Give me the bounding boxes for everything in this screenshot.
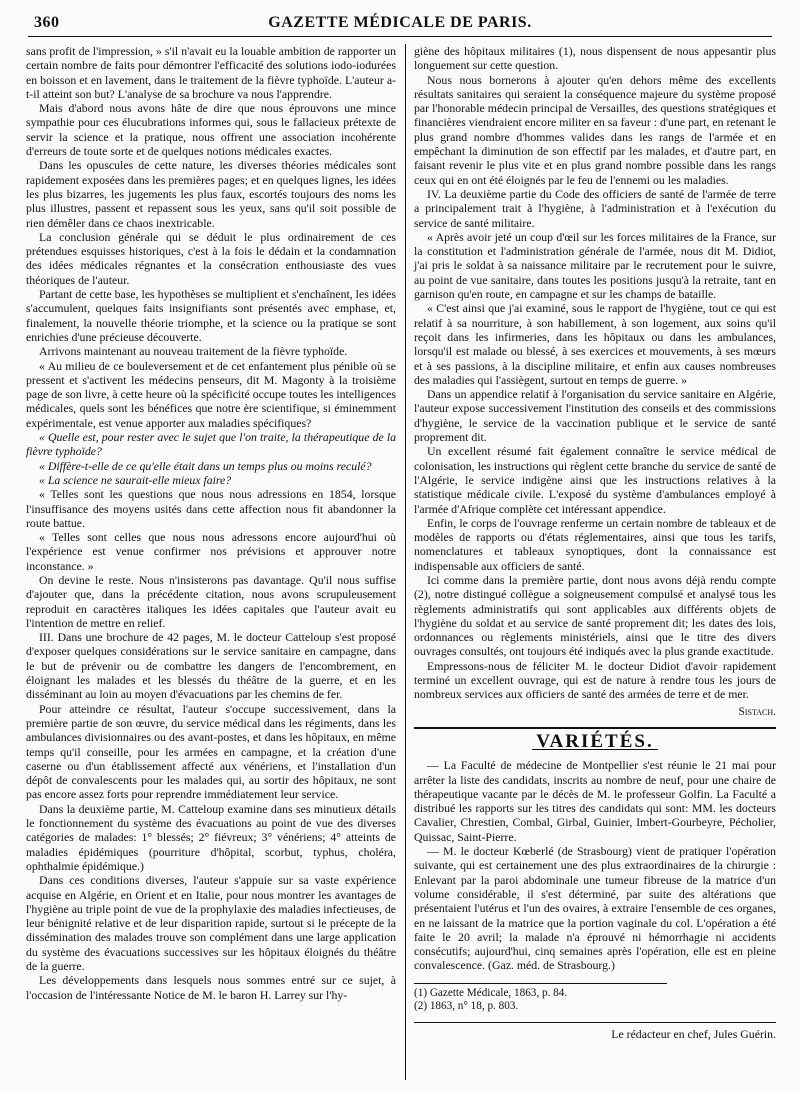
body-paragraph: Dans un appendice relatif à l'organisation du service sanitaire en Algérie, l'auteur expose successivement l'institution des conseils et des commissions d'hygiène, le service de la vaccination publique et le service de santé proprement dit.: [414, 387, 776, 445]
footnote: (1) Gazette Médicale, 1863, p. 84.: [414, 986, 568, 999]
varietes-paragraph: — La Faculté de médecine de Montpellier s'est réunie le 21 mai pour arrêter la liste des candidats, inscrits au nombre de neuf, pour une chaire de thérapeutique vacante par le décès de M. le professeur Golfin. La Faculté a distribué les rapports sur les titres des candidats qui sont: MM. les docteurs Cavalier, Chrestien, Combal, Girbal, Guinier, Imbert-Gourbeyre, Pécholier, Quissac, Saint-Pierre.: [414, 758, 776, 844]
body-paragraph: Empressons-nous de féliciter M. le docteur Didiot d'avoir rapidement terminé un excellent ouvrage, qui est de nature à rendre tous les jours de nombreux services aux officiers de santé des armées de terre et de mer.: [414, 658, 776, 702]
body-paragraph: Dans ces conditions diverses, l'auteur s'appuie sur sa vaste expérience acquise en Algérie, en Orient et en Italie, pour nous montrer les avantages de l'hygiène au triple point de vue de la prophylaxie des maladies infectieuses, de leur bénignité relative et de leur disparition rapide, surtout si le précepte de la dissémination des malades trouve son complément dans une large application du système des évacuations successives sur les hôpitaux éloignés du théâtre de la guerre.: [26, 873, 397, 973]
body-paragraph: III. Dans une brochure de 42 pages, M. le docteur Catteloup s'est proposé d'exposer quelques considérations sur le service sanitaire en campagne, dans le but de prévenir ou de combattre les dangers de l'encombrement, en éloignant les malades et les blessés du théâtre de la guerre, et en les disséminant au loin au moyen d'évacuations par les chemins de fer.: [26, 630, 396, 702]
body-paragraph: La conclusion générale qui se déduit le plus ordinairement de ces prétendues esquisses historiques, c'est à la fois le dédain et la condamnation des idées médicales régnantes et la consécration enthousiaste des vues théoriques de l'auteur.: [26, 229, 396, 287]
page-number: 360: [34, 14, 60, 31]
body-paragraph: giène des hôpitaux militaires (1), nous dispensent de nous appesantir plus longuement sur cette question.: [414, 44, 776, 73]
body-paragraph: « Quelle est, pour rester avec le sujet que l'on traite, la thérapeutique de la fièvre typhoïde?: [26, 430, 396, 459]
footer-rule: [414, 1022, 776, 1023]
section-rule: [414, 727, 776, 729]
body-paragraph: Ici comme dans la première partie, dont nous avons déjà rendu compte (2), notre distingué collègue a soigneusement compulsé et analysé tous les règlements administratifs qui sont applicables aux différents objets de l'hygiène du soldat et au service de santé proprement dit; les dates des lois, ordonnances ou règlements ministériels, ainsi que le titre des divers ouvrages consultés, ont toujours été indiqués avec la plus grande exactitude.: [414, 572, 776, 659]
body-paragraph: On devine le reste. Nous n'insisterons pas davantage. Qu'il nous suffise d'ajouter que, dans la précédente citation, nous avons scrupuleusement reproduit en caractères italiques les idées capitales que l'auteur avait eu l'intention de mettre en relief.: [26, 572, 396, 630]
right-column: [414, 44, 776, 1083]
body-paragraph: Dans la deuxième partie, M. Catteloup examine dans ses minutieux détails le fonctionnement du système des évacuations au point de vue des diverses catégories de malades: 1° blessés; 2° fiévreux; 3° vénériens; 4° atteints de maladies épidémiques (pourriture d'hôpital, scorbut, typhus, choléra, ophthalmie épidémique.): [26, 801, 396, 873]
body-paragraph: Arrivons maintenant au nouveau traitement de la fièvre typhoïde.: [39, 344, 348, 359]
body-paragraph: « Telles sont les questions que nous nous adressions en 1854, lorsque l'insuffisance des moyens usités dans cette affection nous fit abandonner la route battue.: [26, 487, 396, 530]
right-column-paragraphs: [414, 44, 776, 702]
footnote-rule: [414, 983, 667, 984]
body-paragraph: « Diffère-t-elle de ce qu'elle était dans un temps plus ou moins reculé?: [39, 458, 372, 473]
left-column: [26, 44, 396, 1083]
body-paragraph: « Au milieu de ce bouleversement et de cet enfantement plus pénible où se pressent et s'activent les médecins penseurs, dit M. Magonty à la troisième page de son livre, à cette heure où la spécificité occupe toutes les intelligences médicales, quels sont les bénéfices que notre ère scientifique, si éminemment expérimentale, est venue apporter aux maladies spécifiques?: [26, 358, 396, 430]
page-header: [28, 14, 772, 37]
body-paragraph: Enfin, le corps de l'ouvrage renferme un certain nombre de tableaux et de modèles de rapports ou d'états réglementaires, ainsi que tous les tarifs, nomenclatures et tableaux synoptiques, dont la connaissance est indispensable aux officiers de santé.: [414, 515, 776, 573]
body-paragraph: Pour atteindre ce résultat, l'auteur s'occupe successivement, dans la première partie de son œuvre, du service médical dans les régiments, dans les ambulances divisionnaires ou des avant-postes, et dans les hôpitaux, en même temps qu'il conseille, pour les armées en campagne, et la création d'une caserne ou d'un établissement affecté aux vénériens, et l'installation d'un dépôt de convalescents pour les malades qui, au sortir des hôpitaux, ne sont pas encore assez forts pour reprendre immédiatement leur service.: [26, 701, 396, 802]
journal-title: GAZETTE MÉDICALE DE PARIS.: [268, 14, 532, 31]
varietes-paragraphs: [414, 758, 776, 972]
footnotes: [414, 987, 776, 1013]
body-paragraph: « La science ne saurait-elle mieux faire?: [39, 472, 232, 487]
body-paragraph: Les développements dans lesquels nous sommes entré sur ce sujet, à l'occasion de l'intéressante Notice de M. le baron H. Larrey sur l'hy-: [26, 973, 396, 1002]
column-divider: [405, 44, 406, 1080]
body-paragraph: Partant de cette base, les hypothèses se multiplient et s'enchaînent, les idées s'accumulent, quelques faits insignifiants sont présentés avec emphase, et, finalement, la nouvelle théorie triomphe, et la science ou la pratique se sont enrichies d'une précieuse découverte.: [26, 287, 396, 344]
editor-credit: Le rédacteur en chef, Jules Guérin.: [611, 1026, 776, 1041]
body-paragraph: sans profit de l'impression, » s'il n'avait eu la louable ambition de rapporter un certain nombre de faits pour démontrer l'efficacité des solutions iodo-iodurées en boisson et en lavement, dans le traitement de la fièvre typhoïde. L'auteur a-t-il atteint son but? L'analyse de sa brochure va nous l'apprendre.: [26, 44, 396, 101]
body-paragraph: Un excellent résumé fait également connaître le service médical de colonisation, les instructions qui règlent cette branche du service de santé de l'Algérie, le service indigène ainsi que les instructions relatives à la statistique médicale civile. L'exposé du système d'ambulances employé à l'armée d'Afrique complète cet intéressant appendice.: [414, 444, 776, 516]
body-paragraph: « Telles sont celles que nous nous adressons encore aujourd'hui où l'expérience est venue confirmer nos prévisions et approuver notre inconstance. »: [26, 530, 396, 573]
body-paragraph: Dans les opuscules de cette nature, les diverses théories médicales sont rapidement exposées dans les premières pages; et en quelques lignes, les idées les plus bizarres, les jugements les plus faux, escortés toujours des noms les plus illustres, passent et repassent sous les yeux, sans qu'il soit possible de rien démêler dans ce chaos inextricable.: [26, 158, 396, 230]
varietes-paragraph: — M. le docteur Kœberlé (de Strasbourg) vient de pratiquer l'opération suivante, qui est certainement une des plus extraordinaires de la chirurgie : Enlevant par la paroi abdominale une tumeur fibreuse de la matrice d'un volume considérable, il s'est déterminé, par suite des altérations que présentaient l'utérus et l'un des ovaires, à extraire l'ensemble de ces organes, en ne laissant de la matrice que la portion vaginale du col. L'opération a été faite le 20 avril; la malade n'a éprouvé ni hémorrhagie ni accidents consécutifs; aujourd'hui, cinq semaines après l'opération, elle est en pleine convalescence. (Gaz. méd. de Strasbourg.): [414, 844, 776, 973]
body-paragraph: IV. La deuxième partie du Code des officiers de santé de l'armée de terre a principalement trait à l'hygiène, à l'administration et à l'exécution du service de santé militaire.: [414, 186, 776, 230]
author-signature: Sistach.: [738, 705, 776, 718]
varietes-heading: VARIÉTÉS.: [414, 735, 776, 750]
body-paragraph: « C'est ainsi que j'ai examiné, sous le rapport de l'hygiène, tout ce qui est relatif à sa nourriture, à son habillement, à son logement, aux soins qu'il reçoit dans les infirmeries, dans les hôpitaux ou dans les ambulances, lorsqu'il est malade ou blessé, à ses exercices et mouvements, à ses mœurs et à ses passions, à la discipline militaire, et enfin aux causes nombreuses des maladies qui l'assiègent, surtout en temps de guerre. »: [414, 301, 776, 387]
body-paragraph: Nous nous bornerons à ajouter qu'en dehors même des excellents résultats sanitaires qui seraient la conséquence majeure du système proposé par l'honorable médecin principal de Versailles, des questions stratégiques et financières viendraient encore militer en sa faveur : d'une part, en retenant le plus grand nombre d'hommes valides dans les rangs de l'armée et en empêchant la diminution de son effectif par les malades, et d'autre part, en faisant revenir le plus vite et en plus grand nombre possible dans les rangs ceux qui en ont été éloignés par le feu de l'ennemi ou les maladies.: [414, 72, 776, 187]
footnote: (2) 1863, n° 18, p. 803.: [414, 999, 519, 1012]
body-paragraph: « Après avoir jeté un coup d'œil sur les forces militaires de la France, sur la constitution et l'administration générale de l'armée, nous dit M. Didiot, j'ai pris le soldat à sa naissance militaire par le recrutement pour le suivre, au point de vue sanitaire, dans toutes les positions jusqu'à la retraite, tant en garnison qu'en route, en campagne et sur les champs de bataille.: [414, 229, 776, 302]
body-paragraph: Mais d'abord nous avons hâte de dire que nous éprouvons une mince sympathie pour ces élucubrations informes qui, sous le fallacieux prétexte de servir la science et la pratique, nous offrent une association incohérente d'erreurs de toute sorte et de quelques notions médicales exactes.: [26, 101, 396, 159]
